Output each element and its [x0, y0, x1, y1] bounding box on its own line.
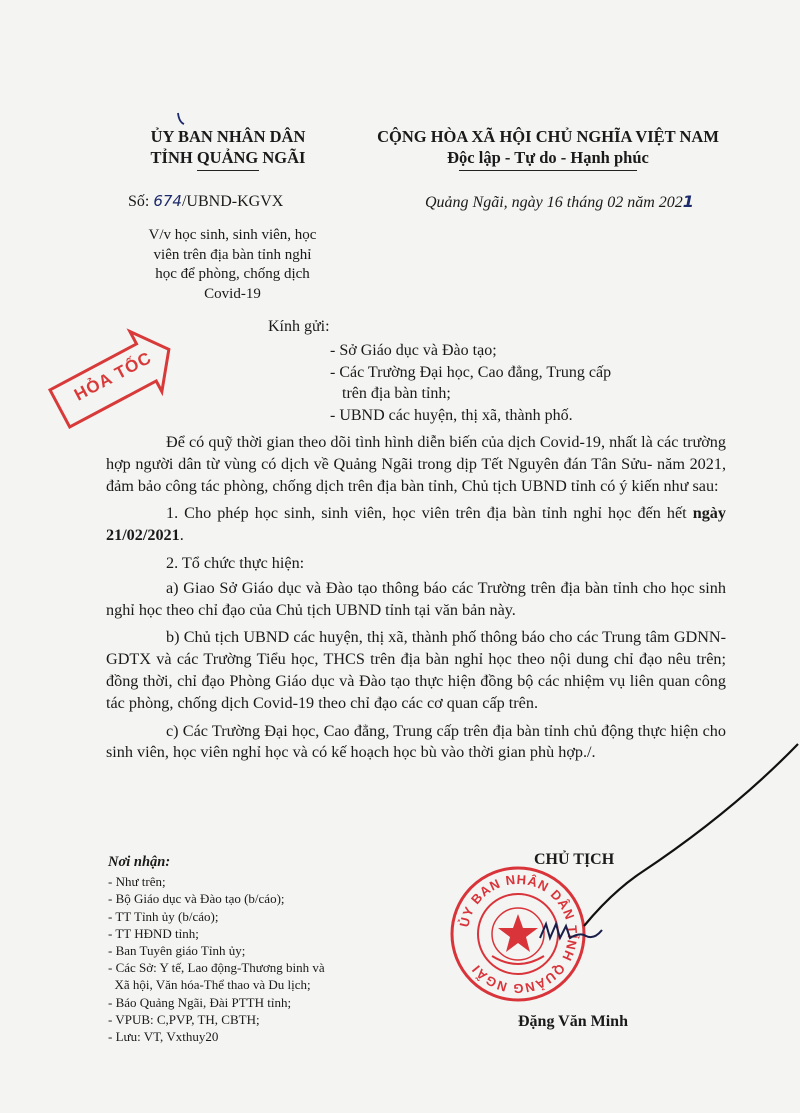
doc-number-suffix: /UBND-KGVX	[181, 193, 284, 210]
recipient-item: - Các Trường Đại học, Cao đẳng, Trung cấp	[330, 363, 612, 381]
body-paragraph	[106, 503, 726, 547]
body-text: 1. Cho phép học sinh, sinh viên, học viên trên địa bàn tỉnh nghỉ học đến hết	[166, 504, 693, 523]
document-date	[425, 192, 694, 212]
distribution-item: - Như trên;	[108, 874, 166, 890]
motto-line2: Độc lập - Tự do - Hạnh phúc	[447, 148, 649, 167]
urgent-stamp-label: HỎA TỐC	[71, 347, 155, 405]
doc-number-prefix: Số:	[128, 193, 154, 210]
distribution-item: Xã hội, Văn hóa-Thể thao và Du lịch;	[108, 977, 311, 993]
distribution-item: - Báo Quảng Ngãi, Đài PTTH tỉnh;	[108, 994, 292, 1010]
distribution-item: - Lưu: VT, Vxthuy20	[108, 1029, 219, 1045]
urgent-stamp	[42, 311, 197, 451]
signer-title: CHỦ TỊCH	[534, 851, 615, 868]
distribution-item: - VPUB: C,PVP, TH, CBTH;	[108, 1011, 260, 1027]
deadline-date: ngày 21/02/2021	[106, 504, 726, 545]
authority-underline	[197, 170, 259, 171]
body-paragraph: c) Các Trường Đại học, Cao đẳng, Trung cấp trên địa bàn tỉnh chủ động thực hiện cho sinh viên, học viên nghỉ học và có kế hoạch học bù vào thời gian phù hợp./.	[106, 721, 726, 762]
recipient-item: - UBND các huyện, thị xã, thành phố.	[330, 406, 573, 424]
seal-text: ỦY BAN NHÂN DÂN TỈNH QUẢNG NGÃI	[456, 871, 581, 997]
body-paragraph: Để có quỹ thời gian theo dõi tình hình diễn biến của dịch Covid-19, nhất là các trường hợp người dân từ vùng có dịch về Quảng Ngãi trong dịp Tết Nguyên đán Tân Sửu- năm 2021, đảm bảo công tác phòng, chống dịch trên địa bàn tỉnh, Chủ tịch UBND tỉnh có ý kiến như sau:	[106, 433, 726, 495]
subject-line: Covid-19	[204, 285, 261, 302]
distribution-item: - Các Sở: Y tế, Lao động-Thương binh và	[108, 960, 325, 976]
body-paragraph: a) Giao Sở Giáo dục và Đào tạo thông báo các Trường trên địa bàn tỉnh cho học sinh nghỉ học theo chỉ đạo của Chủ tịch UBND tỉnh tại văn bản này.	[106, 578, 726, 619]
subject-line: học để phòng, chống dịch	[155, 266, 310, 282]
body-paragraph: 2. Tổ chức thực hiện:	[166, 553, 305, 572]
distribution-title: Nơi nhận:	[108, 854, 171, 870]
document-number	[128, 192, 283, 211]
distribution-list	[108, 854, 325, 1045]
recipient-item-continued: trên địa bàn tỉnh;	[342, 385, 451, 402]
issuing-authority	[128, 126, 328, 171]
subject-summary	[125, 226, 340, 304]
body-paragraph: b) Chủ tịch UBND các huyện, thị xã, thành phố thông báo cho các Trung tâm GDNN-GDTX và các Trường Tiểu học, THCS trên địa bàn nghỉ học theo nội dung chỉ đạo nêu trên; đồng thời, chỉ đạo Phòng Giáo dục và Đào tạo thực hiện đồng bộ các nhiệm vụ liên quan công tác phòng, chống dịch Covid-19 theo chỉ đạo các cơ quan cấp trên.	[106, 628, 726, 712]
subject-line: V/v học sinh, sinh viên, học	[148, 227, 317, 243]
handwritten-tick-mark	[176, 112, 186, 126]
signer-name: Đặng Văn Minh	[518, 1013, 628, 1030]
letter-body	[106, 432, 726, 770]
body-text: .	[179, 526, 184, 545]
distribution-item: - Ban Tuyên giáo Tỉnh ủy;	[108, 943, 246, 959]
recipient-item: - Sở Giáo dục và Đào tạo;	[330, 342, 497, 359]
motto-line1: CỘNG HÒA XÃ HỘI CHỦ NGHĨA VIỆT NAM	[377, 127, 719, 146]
greeting-label: Kính gửi:	[268, 318, 330, 335]
national-motto	[358, 126, 738, 171]
distribution-item: - Bộ Giáo dục và Đào tạo (b/cáo);	[108, 891, 285, 907]
distribution-item: - TT Tỉnh ủy (b/cáo);	[108, 908, 219, 924]
date-text: Quảng Ngãi, ngày 16 tháng 02 năm 202	[425, 194, 683, 211]
distribution-item: - TT HĐND tỉnh;	[108, 925, 199, 941]
motto-underline	[459, 170, 637, 171]
doc-number-handwritten: 674	[153, 192, 182, 210]
signature-stroke	[582, 742, 800, 928]
date-handwritten: 1	[682, 192, 694, 211]
recipient-list	[330, 340, 611, 426]
authority-line1: ỦY BAN NHÂN DÂN	[150, 127, 306, 146]
authority-line2: TỈNH QUẢNG NGÃI	[150, 148, 306, 167]
subject-line: viên trên địa bàn tỉnh nghỉ	[153, 246, 312, 263]
